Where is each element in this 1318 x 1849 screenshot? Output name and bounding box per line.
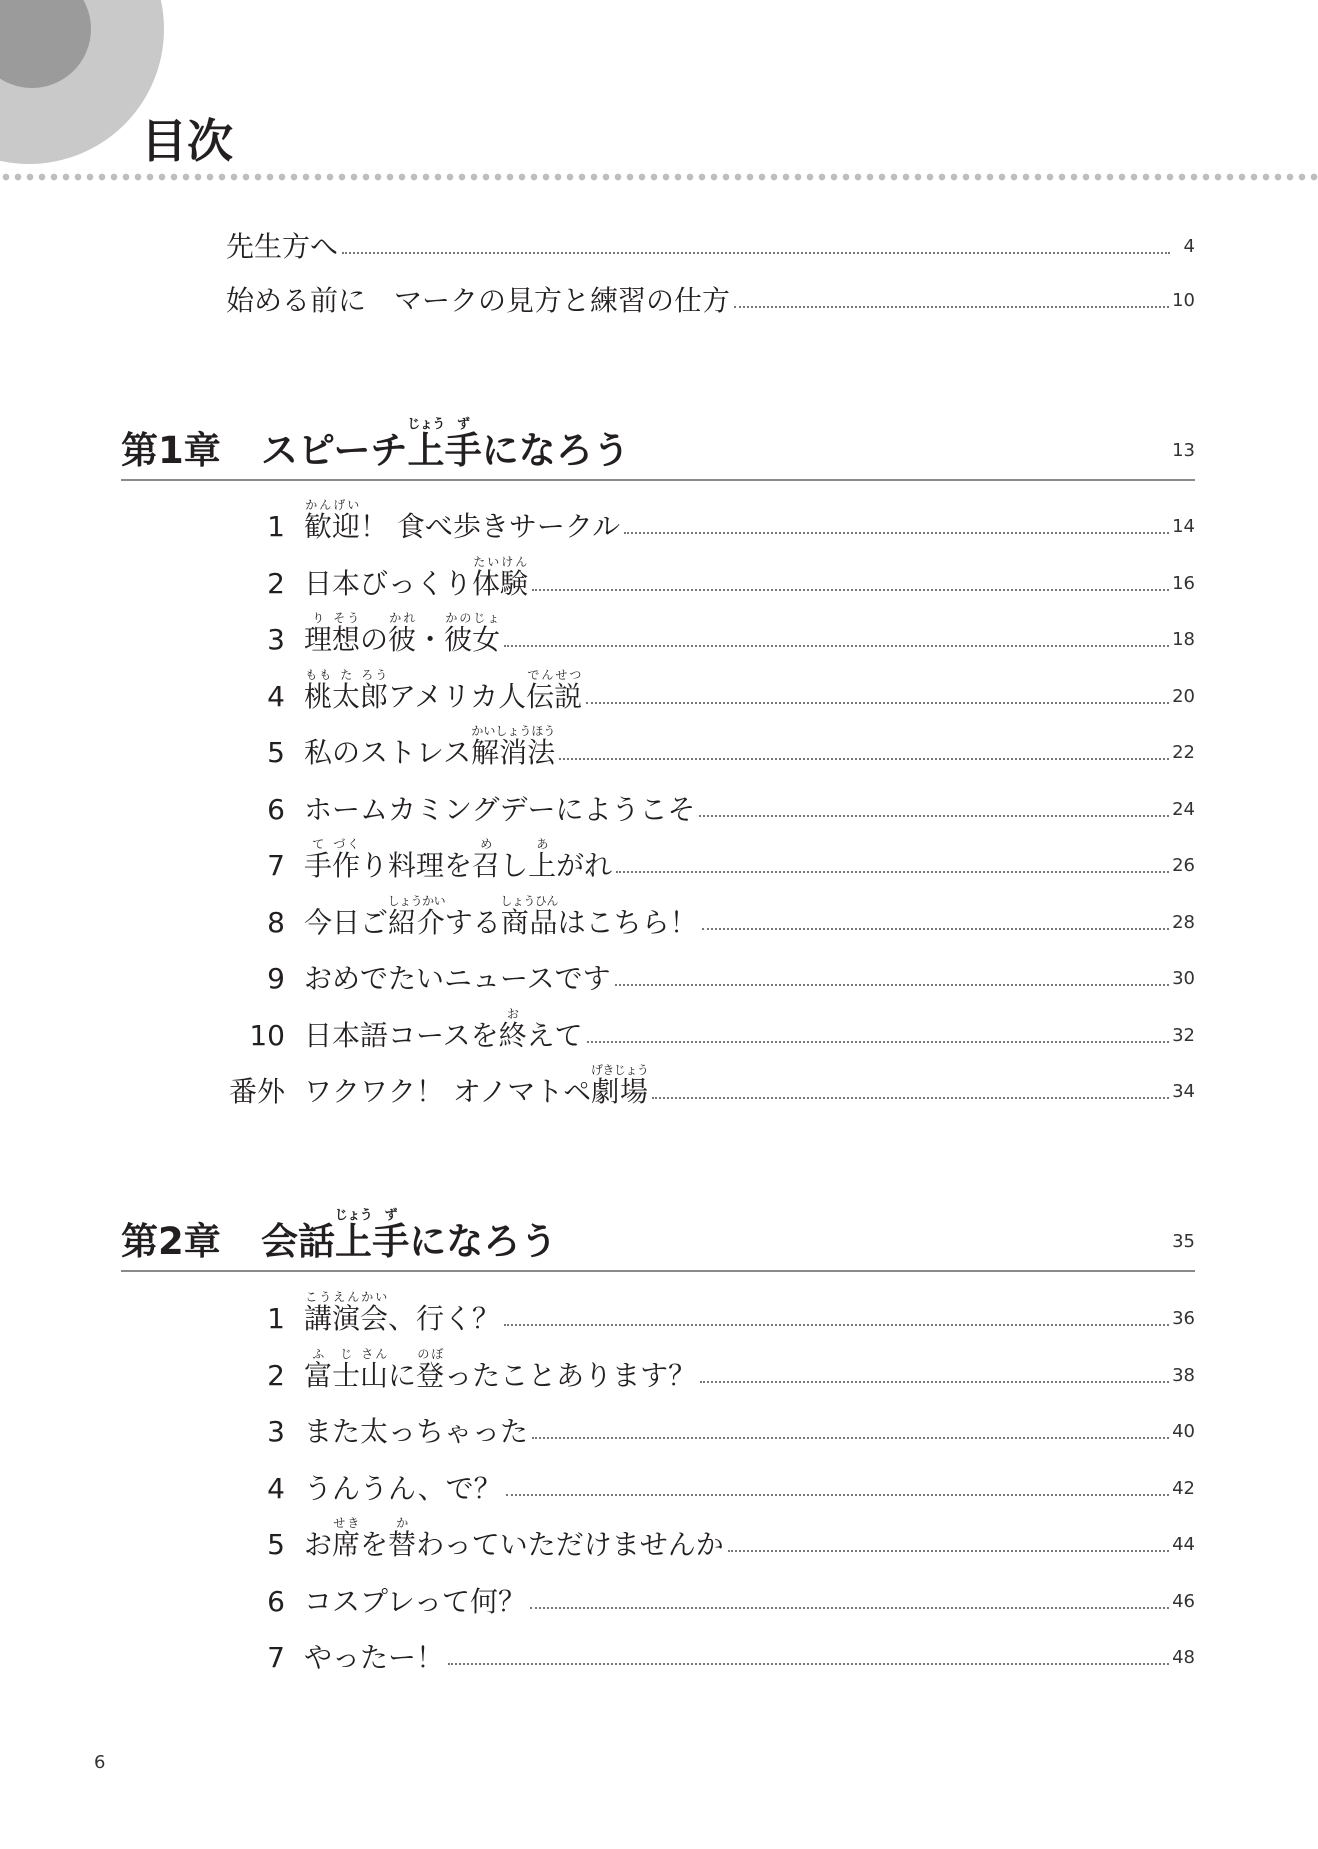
text-segment: り料理を bbox=[360, 849, 473, 882]
toc-entry bbox=[226, 1570, 1195, 1627]
chapter-page-number: 13 bbox=[1172, 440, 1195, 461]
entry-number: 5 bbox=[267, 736, 285, 769]
text-segment: 私のストレス bbox=[304, 736, 472, 769]
ruby-base: 士 bbox=[332, 1358, 361, 1392]
ruby-reading: こうえんかい bbox=[304, 1290, 389, 1304]
entry-number: 1 bbox=[267, 510, 285, 543]
chapter-2-entries bbox=[226, 1287, 1195, 1683]
dot-leader bbox=[624, 532, 1169, 534]
entry-page-number: 30 bbox=[1172, 968, 1195, 989]
entry-title bbox=[304, 894, 698, 940]
ruby-base: 替 bbox=[388, 1528, 417, 1561]
toc-entry bbox=[226, 947, 1195, 1004]
ruby-base: 解消法 bbox=[471, 736, 556, 769]
entry-page-number: 18 bbox=[1172, 629, 1195, 650]
toc-entry bbox=[226, 1400, 1195, 1457]
ruby-reading: ず bbox=[372, 1208, 410, 1223]
entry-number: 4 bbox=[267, 1471, 285, 1505]
dot-leader bbox=[587, 1041, 1169, 1043]
chapter-1-heading bbox=[121, 401, 1195, 481]
ruby-base: 席 bbox=[332, 1528, 361, 1561]
entry-page-number: 20 bbox=[1172, 685, 1195, 707]
text-segment: になろう bbox=[409, 1220, 558, 1263]
dot-leader bbox=[700, 1381, 1169, 1383]
ruby-reading: そう bbox=[332, 611, 361, 625]
text-segment: ったことあります？ bbox=[444, 1358, 697, 1392]
ruby-reading: しょうひん bbox=[500, 893, 558, 908]
ruby-base: 手 bbox=[444, 429, 482, 472]
entry-title bbox=[304, 1585, 526, 1619]
entry-number: 5 bbox=[267, 1528, 285, 1561]
dot-leader bbox=[504, 1324, 1169, 1326]
toc-entry bbox=[226, 608, 1195, 665]
dot-leader bbox=[615, 984, 1169, 986]
page-number: 6 bbox=[94, 1752, 106, 1773]
entry-page-number: 38 bbox=[1172, 1364, 1195, 1386]
text-segment: 会話 bbox=[261, 1220, 335, 1263]
entry-page-number: 32 bbox=[1172, 1024, 1195, 1046]
ruby-base: 歓迎 bbox=[304, 510, 361, 543]
ruby-base: 想 bbox=[332, 623, 361, 656]
front-matter-entries bbox=[226, 218, 1195, 326]
dotted-divider bbox=[0, 173, 1318, 181]
entry-title bbox=[304, 837, 612, 883]
chapter-label: 第2章 bbox=[121, 1220, 221, 1263]
ruby-word bbox=[304, 498, 361, 543]
text-segment: コスプレって何？ bbox=[304, 1584, 527, 1618]
entry-page-number: 46 bbox=[1172, 1590, 1195, 1612]
ruby-word bbox=[387, 893, 446, 939]
dot-leader bbox=[504, 645, 1169, 647]
chapter-page-number: 35 bbox=[1172, 1231, 1195, 1252]
ruby-word bbox=[471, 724, 556, 769]
entry-number: 3 bbox=[267, 1415, 285, 1448]
entry-title bbox=[304, 1347, 696, 1393]
text-segment: ！ 食べ歩きサークル bbox=[360, 510, 621, 543]
ruby-base: 彼 bbox=[388, 623, 417, 656]
ruby-reading: しょうかい bbox=[387, 893, 446, 908]
ruby-base: 商品 bbox=[500, 905, 558, 939]
ruby-word bbox=[304, 667, 333, 713]
ruby-base: 作 bbox=[332, 849, 361, 882]
entry-page-number: 36 bbox=[1172, 1308, 1195, 1329]
entry-title bbox=[304, 1516, 724, 1562]
ruby-word bbox=[372, 1208, 410, 1263]
entry-title bbox=[304, 793, 695, 827]
dot-leader bbox=[652, 1097, 1169, 1099]
toc-entry bbox=[226, 721, 1195, 778]
entry-title bbox=[304, 1415, 528, 1449]
ruby-reading: か bbox=[388, 1516, 417, 1530]
text-segment: を bbox=[360, 1528, 389, 1561]
ruby-word bbox=[528, 837, 557, 882]
ruby-reading: あ bbox=[528, 837, 557, 851]
entry-title bbox=[304, 1641, 444, 1675]
ruby-reading: たいけん bbox=[472, 554, 529, 569]
text-segment: ホームカミングデーにようこそ bbox=[304, 792, 696, 826]
entry-number: 7 bbox=[267, 1641, 285, 1674]
entry-title bbox=[304, 962, 611, 996]
ruby-reading: せき bbox=[332, 1516, 361, 1530]
text-segment: うんうん、で？ bbox=[304, 1471, 502, 1505]
toc-entry bbox=[226, 1513, 1195, 1570]
ruby-word bbox=[332, 667, 361, 713]
ruby-base: 太 bbox=[332, 679, 361, 713]
ruby-base: 上 bbox=[528, 849, 557, 882]
ruby-base: 登 bbox=[416, 1358, 445, 1392]
text-segment: また太っちゃった bbox=[304, 1415, 529, 1448]
text-segment: し bbox=[500, 849, 529, 882]
ruby-base: 手 bbox=[372, 1220, 410, 1263]
text-segment: わっていただけませんか bbox=[416, 1528, 724, 1561]
ruby-reading: じょう bbox=[407, 417, 445, 432]
entry-page-number: 40 bbox=[1172, 1421, 1195, 1442]
entry-page-number: 34 bbox=[1172, 1081, 1195, 1102]
entry-number: 番外 bbox=[228, 1075, 285, 1108]
text-segment: やったー！ bbox=[304, 1641, 445, 1674]
ruby-word bbox=[388, 611, 417, 656]
ruby-word bbox=[526, 667, 583, 713]
ruby-base: 体験 bbox=[472, 566, 529, 600]
dot-leader bbox=[728, 1550, 1169, 1552]
text-segment: の bbox=[360, 623, 389, 656]
entry-number: 2 bbox=[267, 566, 285, 600]
ruby-base: 桃 bbox=[304, 679, 333, 713]
dot-leader bbox=[616, 871, 1169, 873]
ruby-reading: のぼ bbox=[416, 1346, 445, 1361]
ruby-word bbox=[332, 611, 361, 656]
ruby-base: 手 bbox=[304, 849, 333, 882]
entry-number: 6 bbox=[267, 1584, 285, 1618]
ruby-reading: でんせつ bbox=[526, 667, 583, 682]
entry-page-number: 28 bbox=[1172, 911, 1195, 933]
entry-title bbox=[226, 284, 730, 318]
ruby-word bbox=[590, 1063, 649, 1108]
toc-entry bbox=[226, 1287, 1195, 1344]
front-matter-entry bbox=[226, 272, 1195, 326]
text-segment: に bbox=[388, 1358, 417, 1392]
entry-number: 7 bbox=[267, 849, 285, 882]
ruby-reading: かいしょうほう bbox=[471, 724, 556, 738]
text-segment: はこちら！ bbox=[557, 905, 698, 939]
ruby-reading: て bbox=[304, 837, 333, 851]
ruby-word bbox=[304, 1346, 333, 1392]
ruby-word bbox=[388, 1516, 417, 1561]
entry-page-number: 26 bbox=[1172, 855, 1195, 876]
ruby-word bbox=[304, 1290, 389, 1335]
ruby-reading: かのじょ bbox=[444, 611, 501, 625]
ruby-reading: め bbox=[472, 837, 501, 851]
ruby-base: 終 bbox=[498, 1018, 527, 1052]
text-segment: お bbox=[304, 1528, 333, 1561]
entry-number: 2 bbox=[267, 1358, 285, 1392]
ruby-reading: じょう bbox=[334, 1208, 373, 1223]
toc-entry bbox=[226, 1004, 1195, 1061]
entry-page-number: 42 bbox=[1172, 1477, 1195, 1499]
toc-entry bbox=[226, 1060, 1195, 1117]
entry-title bbox=[304, 1290, 500, 1336]
dot-leader bbox=[532, 589, 1169, 591]
dot-leader bbox=[532, 1437, 1169, 1439]
entry-page-number: 10 bbox=[1172, 290, 1195, 311]
entry-number: 3 bbox=[267, 623, 285, 656]
entry-page-number: 24 bbox=[1172, 798, 1195, 820]
text-segment: 先生方へ bbox=[226, 230, 339, 263]
ruby-base: 上 bbox=[334, 1220, 373, 1263]
dot-leader bbox=[586, 702, 1169, 704]
entry-page-number: 16 bbox=[1172, 572, 1195, 594]
entry-page-number: 44 bbox=[1172, 1534, 1195, 1555]
ruby-reading: づく bbox=[332, 837, 361, 851]
toc-entry bbox=[226, 665, 1195, 722]
dot-leader bbox=[734, 306, 1169, 308]
toc-entry bbox=[226, 1457, 1195, 1514]
chapter-title bbox=[261, 1208, 557, 1264]
toc-entry bbox=[226, 1626, 1195, 1683]
ruby-reading: ふ bbox=[304, 1346, 333, 1361]
entry-number: 4 bbox=[267, 679, 285, 713]
dot-leader bbox=[448, 1663, 1169, 1665]
entry-title bbox=[304, 1007, 583, 1053]
toc-entry bbox=[226, 778, 1195, 835]
ruby-reading: ず bbox=[444, 417, 482, 432]
ruby-base: 紹介 bbox=[387, 905, 446, 939]
ruby-base: 富 bbox=[304, 1358, 333, 1392]
dot-leader bbox=[530, 1607, 1169, 1609]
ruby-word bbox=[304, 837, 333, 882]
ruby-reading: かんげい bbox=[304, 498, 361, 512]
ruby-base: 彼女 bbox=[444, 623, 501, 656]
entry-title bbox=[304, 1472, 502, 1506]
ruby-word bbox=[444, 611, 501, 656]
ruby-reading: かれ bbox=[388, 611, 417, 625]
text-segment: スピーチ bbox=[261, 429, 408, 472]
text-segment: おめでたいニュースです bbox=[304, 962, 611, 995]
ruby-reading: じ bbox=[332, 1346, 361, 1361]
ruby-base: 理 bbox=[304, 623, 333, 656]
ruby-base: 郎 bbox=[360, 679, 389, 713]
text-segment: 日本語コースを bbox=[304, 1018, 499, 1052]
ruby-word bbox=[304, 611, 333, 656]
ruby-word bbox=[334, 1208, 373, 1263]
ruby-base: 召 bbox=[472, 849, 501, 882]
toc-entry bbox=[226, 495, 1195, 552]
entry-number: 6 bbox=[267, 792, 285, 826]
dot-leader bbox=[559, 758, 1169, 760]
entry-page-number: 14 bbox=[1172, 516, 1195, 537]
text-segment: ワクワク！ オノマトペ bbox=[304, 1075, 592, 1108]
ruby-base: 劇場 bbox=[590, 1075, 649, 1108]
ruby-reading: げきじょう bbox=[590, 1063, 649, 1077]
text-segment: 、行く？ bbox=[388, 1302, 501, 1335]
text-segment: 今日ご bbox=[304, 905, 389, 939]
ruby-base: 山 bbox=[360, 1358, 389, 1392]
entry-title bbox=[304, 498, 620, 544]
entry-title bbox=[304, 1063, 648, 1109]
ruby-word bbox=[416, 1346, 445, 1392]
toc-entry bbox=[226, 552, 1195, 609]
entry-title bbox=[304, 724, 555, 770]
entry-title bbox=[226, 230, 338, 264]
ruby-base: 講演会 bbox=[304, 1302, 389, 1335]
entry-number: 10 bbox=[249, 1018, 285, 1052]
entry-title bbox=[304, 611, 500, 657]
ruby-word bbox=[498, 1006, 527, 1052]
chapter-title bbox=[261, 417, 630, 473]
ruby-reading: さん bbox=[360, 1346, 389, 1361]
text-segment: になろう bbox=[481, 429, 630, 472]
entry-title bbox=[304, 555, 528, 601]
ruby-reading: ろう bbox=[360, 667, 389, 682]
ruby-base: 上 bbox=[407, 429, 445, 472]
text-segment: する bbox=[444, 905, 501, 939]
ruby-word bbox=[472, 837, 501, 882]
chapter-2-heading bbox=[121, 1192, 1195, 1272]
text-segment: がれ bbox=[556, 849, 613, 882]
entry-number: 9 bbox=[267, 962, 285, 995]
ruby-word bbox=[332, 1516, 361, 1561]
ruby-base: 伝説 bbox=[526, 679, 583, 713]
page-title: 目次 bbox=[141, 114, 233, 168]
entry-page-number: 4 bbox=[1183, 236, 1195, 257]
entry-page-number: 22 bbox=[1172, 742, 1195, 763]
ruby-word bbox=[472, 554, 529, 600]
text-segment: アメリカ人 bbox=[388, 679, 527, 713]
entry-title bbox=[304, 668, 582, 714]
text-segment: 日本びっくり bbox=[304, 566, 473, 600]
ruby-word bbox=[500, 893, 558, 939]
entry-number: 8 bbox=[267, 905, 285, 939]
entry-page-number: 48 bbox=[1172, 1647, 1195, 1668]
text-segment: えて bbox=[526, 1018, 583, 1052]
toc-entry bbox=[226, 834, 1195, 891]
chapter-1-entries bbox=[226, 495, 1195, 1117]
ruby-word bbox=[407, 417, 445, 472]
text-segment: 始める前に マークの見方と練習の仕方 bbox=[226, 284, 731, 317]
dot-leader bbox=[702, 928, 1170, 930]
text-segment: ・ bbox=[416, 623, 445, 656]
ruby-word bbox=[444, 417, 482, 472]
toc-entry bbox=[226, 891, 1195, 948]
chapter-label: 第1章 bbox=[121, 429, 221, 472]
ruby-word bbox=[360, 1346, 389, 1392]
dot-leader bbox=[342, 252, 1170, 254]
front-matter-entry bbox=[226, 218, 1195, 272]
ruby-word bbox=[332, 837, 361, 882]
ruby-reading: お bbox=[498, 1006, 527, 1021]
ruby-reading: り bbox=[304, 611, 333, 625]
ruby-reading: た bbox=[332, 667, 361, 682]
dot-leader bbox=[699, 815, 1169, 817]
dot-leader bbox=[506, 1494, 1169, 1496]
ruby-reading: もも bbox=[304, 667, 333, 682]
ruby-word bbox=[332, 1346, 361, 1392]
toc-entry bbox=[226, 1344, 1195, 1401]
entry-number: 1 bbox=[267, 1302, 285, 1335]
ruby-word bbox=[360, 667, 389, 713]
